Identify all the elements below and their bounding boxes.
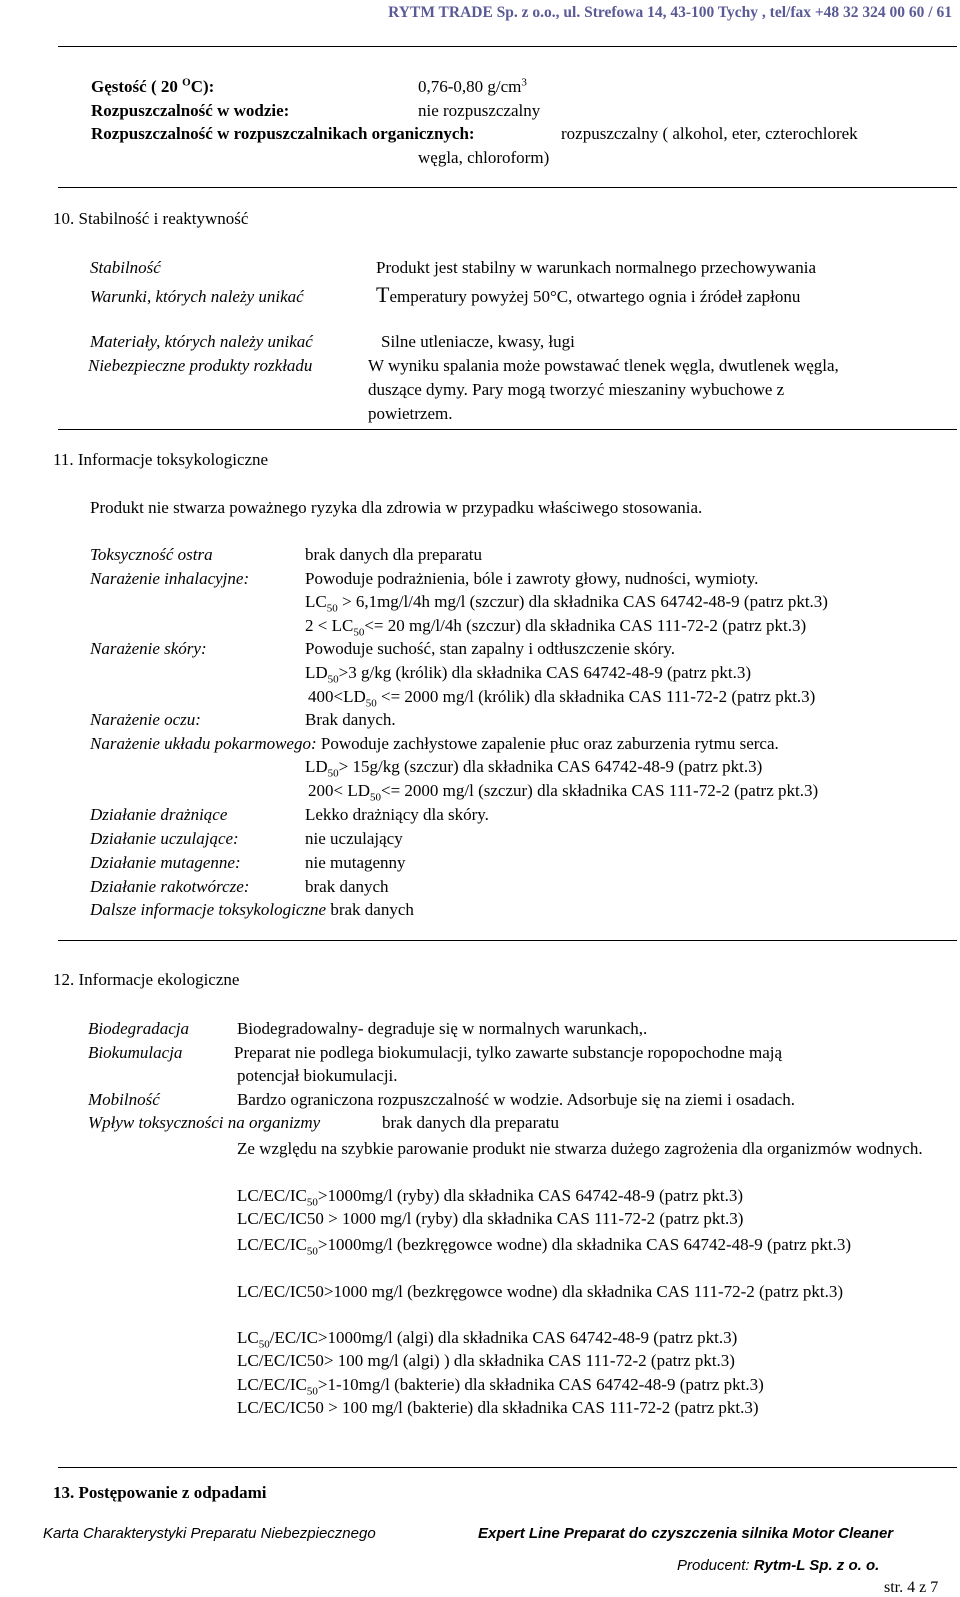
organism-effects-label: Wpływ toksyczności na organizmy bbox=[88, 1113, 321, 1132]
mobility-label: Mobilność bbox=[88, 1090, 160, 1109]
organism-effects-value: brak danych dla preparatu bbox=[382, 1113, 559, 1132]
acute-toxicity-label: Toksyczność ostra bbox=[90, 545, 213, 564]
skin-ld50-1: $LD_{50}>3$ g/kg (królik) dla składnika CAS 64742-48-9 (patrz pkt.3) bbox=[305, 663, 751, 686]
skin-value: Powoduje suchość, stan zapalny i odtłuszczenie skóry. bbox=[305, 639, 675, 658]
bioaccumulation-value: Preparat nie podlega biokumulacji, tylko zawarte substancje ropopochodne mają bbox=[234, 1043, 783, 1062]
carcinogenic-label: Działanie rakotwórcze: bbox=[90, 877, 250, 896]
section-12-title: 12. Informacje ekologiczne bbox=[53, 970, 240, 989]
footer-right: Expert Line Preparat do czyszczenia silnika Motor Cleaner bbox=[478, 1525, 894, 1542]
section-11-title: 11. Informacje toksykologiczne bbox=[53, 450, 269, 469]
irritation-label: Działanie drażniące bbox=[90, 805, 228, 824]
eye-label: Narażenie oczu: bbox=[90, 710, 201, 729]
materials-value: Silne utleniacze, kwasy, ługi bbox=[381, 332, 575, 351]
acute-toxicity-value: brak danych dla preparatu bbox=[305, 545, 482, 564]
materials-label: Materiały, których należy unikać bbox=[90, 332, 313, 351]
carcinogenic-value: brak danych bbox=[305, 877, 389, 896]
decomposition-label: Niebezpieczne produkty rozkładu bbox=[88, 356, 313, 375]
digestive-ld50-2: $200< LD_{50}<= 2000$ mg/l (szczur) dla składnika CAS 111-72-2 (patrz pkt.3) bbox=[308, 781, 819, 804]
organic-solubility-value-cont: węgla, chloroform) bbox=[418, 148, 550, 167]
decomposition-value-cont: duszące dymy. Pary mogą tworzyć mieszaniny wybuchowe z bbox=[368, 380, 785, 399]
section-10-title: 10. Stabilność i reaktywność bbox=[53, 209, 249, 228]
water-solubility-label: Rozpuszczalność w wodzie: bbox=[91, 101, 290, 120]
section-13-title: 13. Postępowanie z odpadami bbox=[53, 1483, 267, 1502]
eco-value-4: LC/EC/IC50>1000 mg/l (bezkręgowce wodne) dla składnika CAS 111-72-2 (patrz pkt.3) bbox=[237, 1282, 844, 1301]
eco-value-6: LC/EC/IC50> 100 mg/l (algi) ) dla składnika CAS 111-72-2 (patrz pkt.3) bbox=[237, 1351, 735, 1370]
mutagenic-label: Działanie mutagenne: bbox=[90, 853, 241, 872]
divider bbox=[58, 46, 957, 47]
tox-intro: Produkt nie stwarza poważnego ryzyka dla zdrowia w przypadku właściwego stosowania. bbox=[90, 498, 703, 517]
sensitization-value: nie uczulający bbox=[305, 829, 403, 848]
organic-solubility-value: rozpuszczalny ( alkohol, eter, czterochlorek bbox=[561, 124, 858, 143]
divider bbox=[58, 429, 957, 430]
digestive-ld50-1: $LD_{50}> 15g/kg$ (szczur) dla składnika CAS 64742-48-9 (patrz pkt.3) bbox=[305, 757, 763, 780]
footer-left: Karta Charakterystyki Preparatu Niebezpiecznego bbox=[43, 1525, 376, 1542]
eco-value-2: LC/EC/IC50 > 1000 mg/l (ryby) dla składnika CAS 111-72-2 (patrz pkt.3) bbox=[237, 1209, 744, 1228]
inhalation-label: Narażenie inhalacyjne: bbox=[90, 569, 250, 588]
conditions-value: Temperatury powyżej 50°C, otwartego ognia i źródeł zapłonu bbox=[376, 282, 801, 307]
skin-ld50-2: $400<LD_{50} <= 2000$ mg/l (królik) dla składnika CAS 111-72-2 (patrz pkt.3) bbox=[308, 687, 816, 710]
eco-value-8: LC/EC/IC50 > 100 mg/l (bakterie) dla składnika CAS 111-72-2 (patrz pkt.3) bbox=[237, 1398, 759, 1417]
divider bbox=[58, 1467, 957, 1468]
organic-solubility-label: Rozpuszczalność w rozpuszczalnikach organicznych: bbox=[91, 124, 475, 143]
page-header: RYTM TRADE Sp. z o.o., ul. Strefowa 14, 43-100 Tychy , tel/fax +48 32 324 00 60 / 61 bbox=[388, 4, 952, 21]
density-label: Gęstość ( 20 $^O$C): bbox=[91, 76, 215, 96]
bioaccumulation-value-cont: potencjał biokumulacji. bbox=[237, 1066, 398, 1085]
further-tox-row: Dalsze informacje toksykologiczne brak danych bbox=[90, 900, 414, 919]
mobility-value: Bardzo ograniczona rozpuszczalność w wodzie. Adsorbuje się na ziemi i osadach. bbox=[237, 1090, 795, 1109]
stability-label: Stabilność bbox=[90, 258, 161, 277]
decomposition-value: W wyniku spalania może powstawać tlenek węgla, dwutlenek węgla, bbox=[368, 356, 839, 375]
footer-producer: Producent: Rytm-L Sp. z o. o. bbox=[677, 1557, 880, 1574]
divider bbox=[58, 187, 957, 188]
eye-value: Brak danych. bbox=[305, 710, 396, 729]
stability-value: Produkt jest stabilny w warunkach normalnego przechowywania bbox=[376, 258, 816, 277]
mutagenic-value: nie mutagenny bbox=[305, 853, 406, 872]
biodegradation-value: Biodegradowalny- degraduje się w normalnych warunkach,. bbox=[237, 1019, 648, 1038]
inhalation-value: Powoduje podrażnienia, bóle i zawroty głowy, nudności, wymioty. bbox=[305, 569, 759, 588]
decomposition-value-cont: powietrzem. bbox=[368, 404, 453, 423]
density-value: 0,76-0,80 $g/cm^3$ bbox=[418, 76, 527, 96]
eco-value-7: $LC/EC/IC_{50}>1-10mg/l$ (bakterie) dla składnika CAS 64742-48-9 (patrz pkt.3) bbox=[237, 1375, 764, 1398]
irritation-value: Lekko drażniący dla skóry. bbox=[305, 805, 489, 824]
conditions-label: Warunki, których należy unikać bbox=[90, 287, 304, 306]
eco-value-5: $LC_{50}/EC/IC>1000mg/l$ (algi) dla składnika CAS 64742-48-9 (patrz pkt.3) bbox=[237, 1328, 738, 1351]
eco-value-1: $LC/EC/IC_{50}>1000mg/l$ (ryby) dla składnika CAS 64742-48-9 (patrz pkt.3) bbox=[237, 1186, 743, 1209]
digestive-row: Narażenie układu pokarmowego: Powoduje zachłystowe zapalenie płuc oraz zaburzenia rytmu serca. bbox=[90, 734, 779, 753]
eco-value-3: $LC/EC/IC_{50}>1000mg/l$ (bezkręgowce wodne) dla składnika CAS 64742-48-9 (patrz pkt.3) bbox=[237, 1235, 852, 1258]
water-solubility-value: nie rozpuszczalny bbox=[418, 101, 541, 120]
divider bbox=[58, 940, 957, 941]
skin-label: Narażenie skóry: bbox=[90, 639, 207, 658]
page-number: str. 4 z 7 bbox=[884, 1579, 939, 1596]
biodegradation-label: Biodegradacja bbox=[88, 1019, 190, 1038]
inhalation-lc50-2: $2 < LC_{50}<= 20$ mg/l/4h (szczur) dla składnika CAS 111-72-2 (patrz pkt.3) bbox=[305, 616, 807, 639]
eco-paragraph: Ze względu na szybkie parowanie produkt nie stwarza dużego zagrożenia dla organizmów wodnych. bbox=[237, 1139, 923, 1158]
bioaccumulation-label: Biokumulacja bbox=[88, 1043, 183, 1062]
sensitization-label: Działanie uczulające: bbox=[90, 829, 239, 848]
inhalation-lc50-1: $LC_{50} > 6,1mg/l/4h$ mg/l (szczur) dla składnika CAS 64742-48-9 (patrz pkt.3) bbox=[305, 592, 828, 615]
